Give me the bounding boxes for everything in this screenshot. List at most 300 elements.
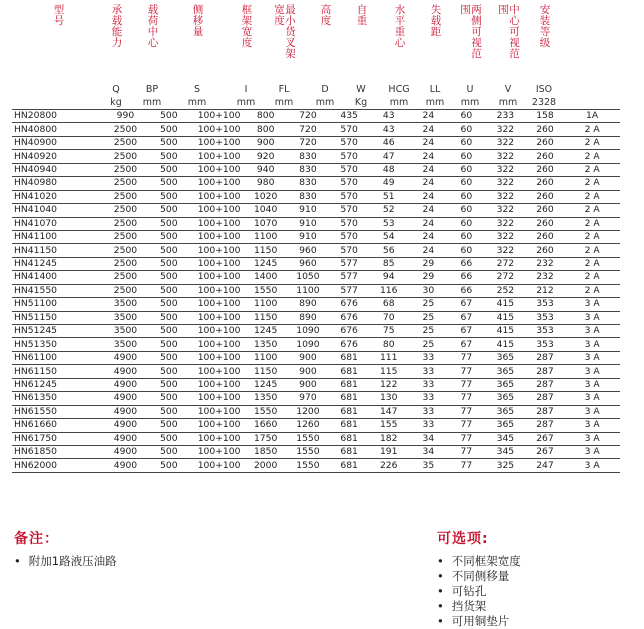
table-cell: 4900 <box>106 365 145 378</box>
table-cell: 66 <box>448 284 485 297</box>
table-cell: 500 <box>145 271 193 284</box>
table-cell: 67 <box>448 311 485 324</box>
table-row <box>12 365 620 378</box>
table-cell: 2 A <box>564 284 620 297</box>
table-cell: 500 <box>145 298 193 311</box>
table-row <box>12 244 620 257</box>
table-row <box>12 325 620 338</box>
unit-w: Kg <box>354 97 368 108</box>
table-cell: 24 <box>409 244 448 257</box>
table-cell: 247 <box>526 459 565 472</box>
table-cell: 500 <box>145 365 193 378</box>
code-iso: ISO <box>535 84 553 95</box>
table-cell: 3 A <box>564 378 620 391</box>
table-cell: 500 <box>145 311 193 324</box>
table-cell: 830 <box>286 150 330 163</box>
table-cell: 24 <box>409 110 448 123</box>
table-cell: 212 <box>526 284 565 297</box>
table-cell: 980 <box>245 177 286 190</box>
table-cell: 2 A <box>564 136 620 149</box>
table-cell: 345 <box>485 445 526 458</box>
table-row <box>12 110 620 123</box>
table-cell: 2 A <box>564 177 620 190</box>
table-cell: 353 <box>526 325 565 338</box>
table-cell: 77 <box>448 432 485 445</box>
table-cell: 2 A <box>564 163 620 176</box>
col-header-hcg: 水平重心 <box>393 4 406 48</box>
options-list <box>437 554 521 629</box>
table-cell: 322 <box>485 150 526 163</box>
table-cell: 322 <box>485 217 526 230</box>
table-cell: 33 <box>409 365 448 378</box>
table-row <box>12 271 620 284</box>
unit-ll: mm <box>425 97 445 108</box>
table-cell: 287 <box>526 351 565 364</box>
table-cell: 830 <box>286 190 330 203</box>
table-cell: 322 <box>485 163 526 176</box>
spec-table-body <box>12 110 620 473</box>
unit-i: mm <box>236 97 256 108</box>
table-header <box>0 0 644 112</box>
col-header-capacity: 承载能力 <box>110 4 123 48</box>
table-cell: 252 <box>485 284 526 297</box>
table-cell: 325 <box>485 459 526 472</box>
table-cell: 34 <box>409 445 448 458</box>
table-cell: 60 <box>448 163 485 176</box>
table-cell: 260 <box>526 217 565 230</box>
table-cell: 322 <box>485 244 526 257</box>
col-header-model: 型号 <box>52 4 65 26</box>
table-cell: 24 <box>409 150 448 163</box>
table-cell: 25 <box>409 325 448 338</box>
table-cell: 1245 <box>245 325 286 338</box>
table-cell: 1260 <box>286 419 330 432</box>
table-cell: 500 <box>145 445 193 458</box>
table-cell: 100+100 <box>193 459 245 472</box>
unit-u: mm <box>460 97 480 108</box>
model-cell: HN41070 <box>12 217 106 230</box>
table-cell: 990 <box>106 110 145 123</box>
table-cell: 681 <box>330 459 369 472</box>
table-cell: 48 <box>368 163 409 176</box>
table-cell: 1245 <box>245 378 286 391</box>
table-cell: 570 <box>330 123 369 136</box>
col-header-load-loss: 失载距 <box>429 4 442 37</box>
table-cell: 500 <box>145 392 193 405</box>
table-cell: 267 <box>526 445 565 458</box>
table-cell: 25 <box>409 338 448 351</box>
table-cell: 191 <box>368 445 409 458</box>
notes-list <box>14 554 117 569</box>
table-cell: 25 <box>409 298 448 311</box>
table-cell: 100+100 <box>193 351 245 364</box>
table-cell: 900 <box>286 378 330 391</box>
code-hcg: HCG <box>388 84 410 95</box>
table-cell: 260 <box>526 136 565 149</box>
table-cell: 232 <box>526 271 565 284</box>
table-cell: 60 <box>448 190 485 203</box>
code-ll: LL <box>429 84 441 95</box>
table-cell: 24 <box>409 136 448 149</box>
col-header-center-visibility: 中心可视范围 <box>497 4 520 59</box>
model-cell: HN61750 <box>12 432 106 445</box>
table-cell: 500 <box>145 136 193 149</box>
table-cell: 4900 <box>106 432 145 445</box>
table-cell: 500 <box>145 217 193 230</box>
table-cell: 2 A <box>564 230 620 243</box>
table-cell: 4900 <box>106 405 145 418</box>
table-cell: 100+100 <box>193 298 245 311</box>
table-cell: 29 <box>409 271 448 284</box>
table-cell: 287 <box>526 419 565 432</box>
table-cell: 676 <box>330 325 369 338</box>
table-cell: 3500 <box>106 298 145 311</box>
table-row <box>12 432 620 445</box>
table-cell: 2 A <box>564 123 620 136</box>
table-cell: 4900 <box>106 459 145 472</box>
table-cell: 52 <box>368 204 409 217</box>
table-cell: 100+100 <box>193 325 245 338</box>
table-cell: 2500 <box>106 271 145 284</box>
table-cell: 100+100 <box>193 136 245 149</box>
table-cell: 500 <box>145 230 193 243</box>
col-header-mount-class: 安装等级 <box>538 4 551 48</box>
table-cell: 1245 <box>245 257 286 270</box>
table-cell: 1750 <box>245 432 286 445</box>
table-row <box>12 392 620 405</box>
table-cell: 570 <box>330 163 369 176</box>
table-cell: 85 <box>368 257 409 270</box>
model-cell: HN41040 <box>12 204 106 217</box>
table-cell: 100+100 <box>193 177 245 190</box>
table-cell: 2 A <box>564 244 620 257</box>
unit-hcg: mm <box>389 97 409 108</box>
table-cell: 500 <box>145 432 193 445</box>
table-row <box>12 419 620 432</box>
table-cell: 2 A <box>564 150 620 163</box>
options-title: 可选项: <box>437 531 489 547</box>
table-cell: 100+100 <box>193 257 245 270</box>
table-cell: 75 <box>368 325 409 338</box>
table-cell: 960 <box>286 257 330 270</box>
table-cell: 500 <box>145 405 193 418</box>
model-cell: HN61150 <box>12 365 106 378</box>
notes-item: • 附加1路液压油路 <box>14 554 117 569</box>
table-cell: 960 <box>286 244 330 257</box>
table-cell: 500 <box>145 338 193 351</box>
table-cell: 2 A <box>564 271 620 284</box>
table-cell: 100+100 <box>193 338 245 351</box>
table-cell: 54 <box>368 230 409 243</box>
table-cell: 100+100 <box>193 365 245 378</box>
code-u: U <box>466 84 474 95</box>
code-fl: FL <box>278 84 290 95</box>
table-cell: 77 <box>448 405 485 418</box>
table-cell: 100+100 <box>193 110 245 123</box>
table-cell: 2 A <box>564 204 620 217</box>
table-cell: 1550 <box>245 284 286 297</box>
table-row <box>12 230 620 243</box>
table-cell: 681 <box>330 445 369 458</box>
table-cell: 830 <box>286 163 330 176</box>
unit-fl: mm <box>274 97 294 108</box>
table-cell: 3500 <box>106 325 145 338</box>
table-cell: 3 A <box>564 432 620 445</box>
table-cell: 3 A <box>564 405 620 418</box>
table-cell: 3 A <box>564 311 620 324</box>
table-cell: 353 <box>526 338 565 351</box>
table-cell: 122 <box>368 378 409 391</box>
table-row <box>12 257 620 270</box>
table-cell: 681 <box>330 392 369 405</box>
table-row <box>12 405 620 418</box>
model-cell: HN61350 <box>12 392 106 405</box>
table-cell: 3 A <box>564 419 620 432</box>
table-cell: 570 <box>330 150 369 163</box>
table-cell: 322 <box>485 190 526 203</box>
code-d: D <box>321 84 329 95</box>
table-cell: 60 <box>448 136 485 149</box>
table-row <box>12 311 620 324</box>
table-cell: 70 <box>368 311 409 324</box>
table-cell: 577 <box>330 257 369 270</box>
options-item: • 不同侧移量 <box>437 569 521 584</box>
table-cell: 890 <box>286 311 330 324</box>
table-cell: 4900 <box>106 351 145 364</box>
table-cell: 500 <box>145 204 193 217</box>
spec-table <box>12 109 620 473</box>
table-cell: 147 <box>368 405 409 418</box>
table-cell: 681 <box>330 419 369 432</box>
table-cell: 4900 <box>106 378 145 391</box>
table-row <box>12 136 620 149</box>
model-cell: HN62000 <box>12 459 106 472</box>
table-cell: 3 A <box>564 459 620 472</box>
table-row <box>12 123 620 136</box>
table-cell: 67 <box>448 325 485 338</box>
code-w: W <box>356 84 366 95</box>
model-cell: HN41245 <box>12 257 106 270</box>
col-header-side-visibility: 两侧可视范围 <box>459 4 482 59</box>
table-cell: 345 <box>485 432 526 445</box>
table-cell: 3 A <box>564 338 620 351</box>
table-cell: 49 <box>368 177 409 190</box>
table-cell: 676 <box>330 298 369 311</box>
model-cell: HN40940 <box>12 163 106 176</box>
table-cell: 1400 <box>245 271 286 284</box>
table-cell: 1350 <box>245 392 286 405</box>
table-cell: 365 <box>485 419 526 432</box>
table-cell: 1020 <box>245 190 286 203</box>
table-cell: 287 <box>526 392 565 405</box>
table-cell: 24 <box>409 177 448 190</box>
table-cell: 60 <box>448 244 485 257</box>
table-cell: 287 <box>526 365 565 378</box>
table-cell: 570 <box>330 244 369 257</box>
table-cell: 500 <box>145 351 193 364</box>
model-cell: HN41550 <box>12 284 106 297</box>
table-cell: 3 A <box>564 392 620 405</box>
options-section <box>437 528 521 629</box>
table-cell: 500 <box>145 325 193 338</box>
table-cell: 3 A <box>564 365 620 378</box>
table-row <box>12 204 620 217</box>
model-cell: HN41150 <box>12 244 106 257</box>
table-cell: 100+100 <box>193 190 245 203</box>
table-cell: 1150 <box>245 311 286 324</box>
table-cell: 322 <box>485 177 526 190</box>
table-cell: 681 <box>330 365 369 378</box>
table-cell: 1090 <box>286 338 330 351</box>
table-cell: 2500 <box>106 123 145 136</box>
table-cell: 100+100 <box>193 432 245 445</box>
table-cell: 353 <box>526 311 565 324</box>
table-cell: 60 <box>448 204 485 217</box>
table-cell: 2 A <box>564 217 620 230</box>
table-row <box>12 351 620 364</box>
table-cell: 260 <box>526 190 565 203</box>
model-cell: HN41400 <box>12 271 106 284</box>
table-cell: 1070 <box>245 217 286 230</box>
table-cell: 272 <box>485 271 526 284</box>
table-cell: 33 <box>409 392 448 405</box>
table-cell: 415 <box>485 298 526 311</box>
table-cell: 2500 <box>106 150 145 163</box>
table-cell: 365 <box>485 378 526 391</box>
table-cell: 900 <box>286 365 330 378</box>
table-cell: 100+100 <box>193 405 245 418</box>
table-cell: 260 <box>526 244 565 257</box>
table-cell: 46 <box>368 136 409 149</box>
table-cell: 570 <box>330 177 369 190</box>
table-cell: 100+100 <box>193 204 245 217</box>
table-cell: 2500 <box>106 204 145 217</box>
model-cell: HN51150 <box>12 311 106 324</box>
table-cell: 68 <box>368 298 409 311</box>
table-cell: 365 <box>485 405 526 418</box>
model-cell: HN61245 <box>12 378 106 391</box>
table-cell: 43 <box>368 110 409 123</box>
table-cell: 272 <box>485 257 526 270</box>
unit-bp: mm <box>142 97 162 108</box>
model-cell: HN40920 <box>12 150 106 163</box>
table-cell: 3500 <box>106 311 145 324</box>
table-cell: 60 <box>448 150 485 163</box>
table-row <box>12 177 620 190</box>
table-cell: 155 <box>368 419 409 432</box>
table-cell: 1200 <box>286 405 330 418</box>
table-cell: 570 <box>330 217 369 230</box>
table-cell: 1660 <box>245 419 286 432</box>
table-cell: 182 <box>368 432 409 445</box>
table-cell: 100+100 <box>193 150 245 163</box>
table-cell: 900 <box>245 136 286 149</box>
table-cell: 56 <box>368 244 409 257</box>
table-cell: 1100 <box>286 284 330 297</box>
table-cell: 577 <box>330 271 369 284</box>
table-cell: 24 <box>409 217 448 230</box>
table-cell: 260 <box>526 163 565 176</box>
table-cell: 1350 <box>245 338 286 351</box>
table-cell: 25 <box>409 311 448 324</box>
options-item: • 可用铜垫片 <box>437 614 521 629</box>
table-cell: 570 <box>330 190 369 203</box>
table-cell: 66 <box>448 257 485 270</box>
table-cell: 158 <box>526 110 565 123</box>
col-header-weight: 自重 <box>355 4 368 26</box>
table-cell: 24 <box>409 123 448 136</box>
model-cell: HN40980 <box>12 177 106 190</box>
options-item: • 挡货架 <box>437 599 521 614</box>
table-cell: 920 <box>245 150 286 163</box>
table-cell: 1550 <box>286 445 330 458</box>
table-row <box>12 150 620 163</box>
col-header-height: 高度 <box>319 4 332 26</box>
unit-q: kg <box>110 97 122 108</box>
table-cell: 500 <box>145 163 193 176</box>
table-cell: 2500 <box>106 257 145 270</box>
table-cell: 1850 <box>245 445 286 458</box>
table-cell: 1550 <box>245 405 286 418</box>
table-cell: 676 <box>330 338 369 351</box>
table-cell: 2 A <box>564 257 620 270</box>
table-cell: 570 <box>330 230 369 243</box>
table-cell: 77 <box>448 459 485 472</box>
model-cell: HN20800 <box>12 110 106 123</box>
code-q: Q <box>112 84 120 95</box>
table-cell: 570 <box>330 136 369 149</box>
table-cell: 33 <box>409 351 448 364</box>
table-cell: 115 <box>368 365 409 378</box>
table-cell: 33 <box>409 419 448 432</box>
code-i: I <box>244 84 248 95</box>
col-header-frame-width: 框架宽度 <box>240 4 253 48</box>
table-cell: 24 <box>409 230 448 243</box>
table-cell: 2000 <box>245 459 286 472</box>
table-cell: 24 <box>409 163 448 176</box>
table-cell: 2500 <box>106 244 145 257</box>
table-cell: 1550 <box>286 432 330 445</box>
table-row <box>12 445 620 458</box>
table-cell: 100+100 <box>193 123 245 136</box>
table-row <box>12 163 620 176</box>
table-cell: 500 <box>145 123 193 136</box>
table-cell: 94 <box>368 271 409 284</box>
model-cell: HN41100 <box>12 230 106 243</box>
table-cell: 800 <box>245 123 286 136</box>
table-cell: 500 <box>145 177 193 190</box>
table-cell: 260 <box>526 204 565 217</box>
table-cell: 720 <box>286 110 330 123</box>
table-cell: 1100 <box>245 230 286 243</box>
notes-title: 备注： <box>14 531 59 547</box>
col-header-load-center: 载荷中心 <box>146 4 159 48</box>
table-cell: 100+100 <box>193 392 245 405</box>
table-cell: 24 <box>409 204 448 217</box>
model-cell: HN61850 <box>12 445 106 458</box>
table-cell: 60 <box>448 217 485 230</box>
table-cell: 500 <box>145 419 193 432</box>
table-cell: 287 <box>526 405 565 418</box>
table-cell: 500 <box>145 150 193 163</box>
table-cell: 1050 <box>286 271 330 284</box>
table-cell: 67 <box>448 298 485 311</box>
col-header-min-carriage-width: 最小货叉架宽度 <box>273 4 296 59</box>
table-cell: 681 <box>330 432 369 445</box>
table-cell: 2500 <box>106 230 145 243</box>
table-cell: 260 <box>526 177 565 190</box>
model-cell: HN61100 <box>12 351 106 364</box>
